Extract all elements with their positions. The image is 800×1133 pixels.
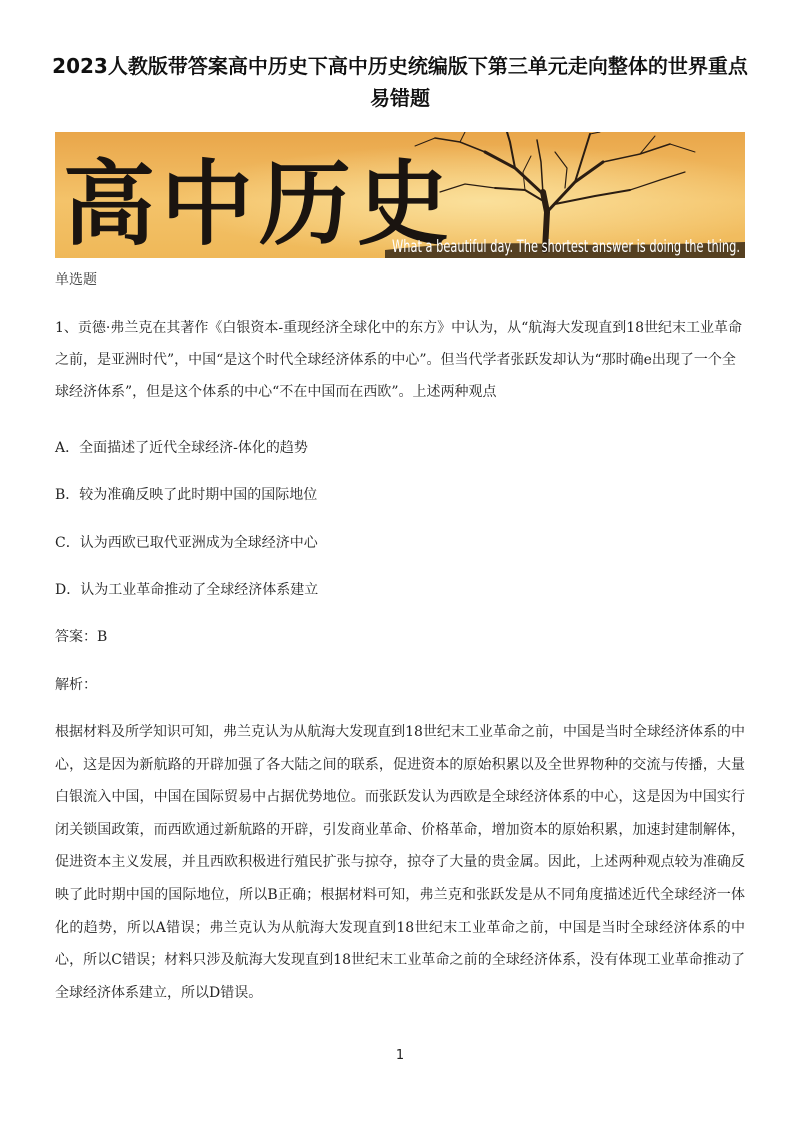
option-b: B．较为准确反映了此时期中国的国际地位: [55, 487, 318, 503]
analysis-label: 解析：: [55, 677, 97, 693]
answer-line: 答案：B: [55, 629, 108, 645]
banner-image: [55, 132, 745, 258]
option-c: C．认为西欧已取代亚洲成为全球经济中心: [55, 535, 318, 551]
option-d: D．认为工业革命推动了全球经济体系建立: [55, 582, 319, 598]
question-text: 1、贡德·弗兰克在其著作《白银资本-重现经济全球化中的东方》中认为，从“航海大发现直到18世纪末工业革命之前，是亚洲时代”，中国“是这个时代全球经济体系的中心”。但当代学者张跃发却认为“那时确e出现了一个全球经济体系”，但是这个体系的中心“不在中国而在西欧”。上述两种观点: [55, 320, 743, 400]
banner-big-text: 高中历史: [63, 150, 456, 258]
analysis-text: 根据材料及所学知识可知，弗兰克认为从航海大发现直到18世纪末工业革命之前，中国是当时全球经济体系的中心，这是因为新航路的开辟加强了各大陆之间的联系，促进资本的原始积累以及全世界物种的交流与传播，大量白银流入中国，中国在国际贸易中占据优势地位。而张跃发认为西欧是全球经济体系的中心，这是因为中国实行闭关锁国政策，而西欧通过新航路的开辟，引发商业革命、价格革命，增加资本的原始积累，加速封建制解体，促进资本主义发展，并且西欧积极进行殖民扩张与掠夺，掠夺了大量的贵金属。因此，上述两种观点较为准确反映了此时期中国的国际地位，所以B正确；根据材料可知，弗兰克和张跃发是从不同角度描述近代全球经济一体化的趋势，所以A错误；弗兰克认为从航海大发现直到18世纪末工业革命之前，中国是当时全球经济体系的中心，所以C错误；材料只涉及航海大发现直到18世纪末工业革命之前的全球经济体系，没有体现工业革命推动了全球经济体系建立，所以D错误。: [55, 724, 745, 1001]
banner-slogan: What a beautiful day. The shortest answer is doing the thing.: [392, 237, 740, 257]
option-a: A．全面描述了近代全球经济-体化的趋势: [55, 440, 308, 456]
section-label: 单选题: [55, 272, 97, 288]
document-title: 2023人教版带答案高中历史下高中历史统编版下第三单元走向整体的世界重点易错题: [52, 54, 748, 110]
header-banner: [55, 132, 745, 258]
page-number: 1: [395, 1048, 405, 1063]
